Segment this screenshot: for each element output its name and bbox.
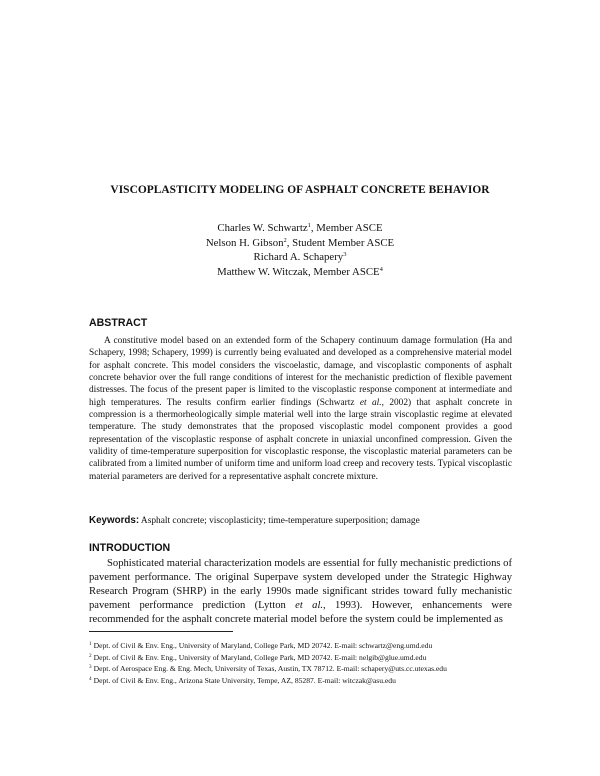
abstract-body [89,335,512,483]
affiliation-mark: 4 [379,265,383,273]
footnote-mark: 2 [89,652,92,659]
introduction-body [89,557,512,627]
keywords-line [89,515,512,526]
abstract-etal: et al. [359,397,382,408]
affiliation-mark: 3 [343,251,347,258]
footnote [89,652,529,664]
author-role: , Member ASCE [310,222,383,234]
footnote-text: Dept. of Civil & Env. Eng., Arizona State University, Tempe, AZ, 85287. E-mail: witczak@asu.edu [93,675,396,685]
footnote [89,663,529,675]
footnote-text: Dept. of Civil & Env. Eng., University of Maryland, College Park, MD 20742. E-mail: nelgib@glue.umd.edu [93,652,427,662]
author-line [0,265,600,280]
keywords-label: Keywords: [89,515,140,526]
footnote-mark: 4 [89,675,92,682]
introduction-text: Sophisticated material characterization models are essential for fully mechanistic predictions of pavement performance. The original Superpave system developed under the Strategic Highway Research Program (SHRP) in the early 1990s made significant strides toward fully mechanistic pavement performance prediction (Lytton [89,558,512,611]
footnote-text: Dept. of Aerospace Eng. & Eng. Mech, University of Texas, Austin, TX 78712. E-mail: schapery@uts.cc.utexas.edu [93,664,447,674]
footnote [89,640,529,652]
author-line [0,236,600,251]
author-block [0,221,600,279]
author-name: Richard A. Schapery [253,251,344,263]
introduction-paragraph [89,557,512,627]
author-role: , Student Member ASCE [286,236,395,249]
footnote-text: Dept. of Civil & Env. Eng., University of Maryland, College Park, MD 20742. E-mail: schwartz@eng.umd.edu [93,641,433,650]
footnote-divider [89,631,233,632]
affiliation-mark: 2 [283,236,287,244]
paper-title: VISCOPLASTICITY MODELING OF ASPHALT CONCRETE BEHAVIOR [110,184,490,196]
footnote [89,675,529,687]
abstract-paragraph [89,335,512,483]
abstract-text: A constitutive model based on an extended form of the Schapery continuum damage formulation (Ha and Schapery, 1998; Schapery, 1999) is currently being evaluated and developed as a comprehensive material model for asphalt concrete. This model considers the viscoelastic, damage, and viscoplastic components of asphalt concrete behavior over the full range conditions of interest for the mechanistic prediction of flexible pavement distresses. The focus of the present paper is limited to the viscoplastic response component at intermediate and high temperatures. The results confirm earlier findings (Schwartz [89,336,512,408]
author-name: Charles W. Schwartz [217,222,308,234]
author-line [0,221,600,236]
footnotes [89,640,529,686]
keywords-text: Asphalt concrete; viscoplasticity; time-temperature superposition; damage [139,516,420,526]
author-line [0,250,600,265]
footnote-mark: 3 [89,664,92,671]
abstract-heading: ABSTRACT [89,317,148,329]
introduction-text: , 1993). However, enhancements were recommended for the asphalt concrete material model before the system could be implemented as [89,599,513,625]
footnote-mark: 1 [89,641,92,647]
affiliation-mark: 1 [307,222,311,229]
introduction-heading: INTRODUCTION [89,542,171,554]
introduction-etal: et al. [295,599,324,611]
abstract-text: , 2002) that asphalt concrete in compression is a thermorheologically simple material well into the large strain viscoplastic regime at elevated temperature. The study demonstrates that the proposed viscoplastic model component provides a good representation of the viscoplastic response of asphalt concrete in uniaxial unconfined compression. Given the validity of time-temperature superposition for viscoplastic response, the viscoplastic material parameters can be calibrated from a limited number of uniform time and uniform load creep and recovery tests. Typical viscoplastic material parameters are derived for a representative asphalt concrete mixture. [89,397,512,482]
author-name: Matthew W. Witczak, Member ASCE [217,265,380,278]
author-name: Nelson H. Gibson [205,236,284,249]
